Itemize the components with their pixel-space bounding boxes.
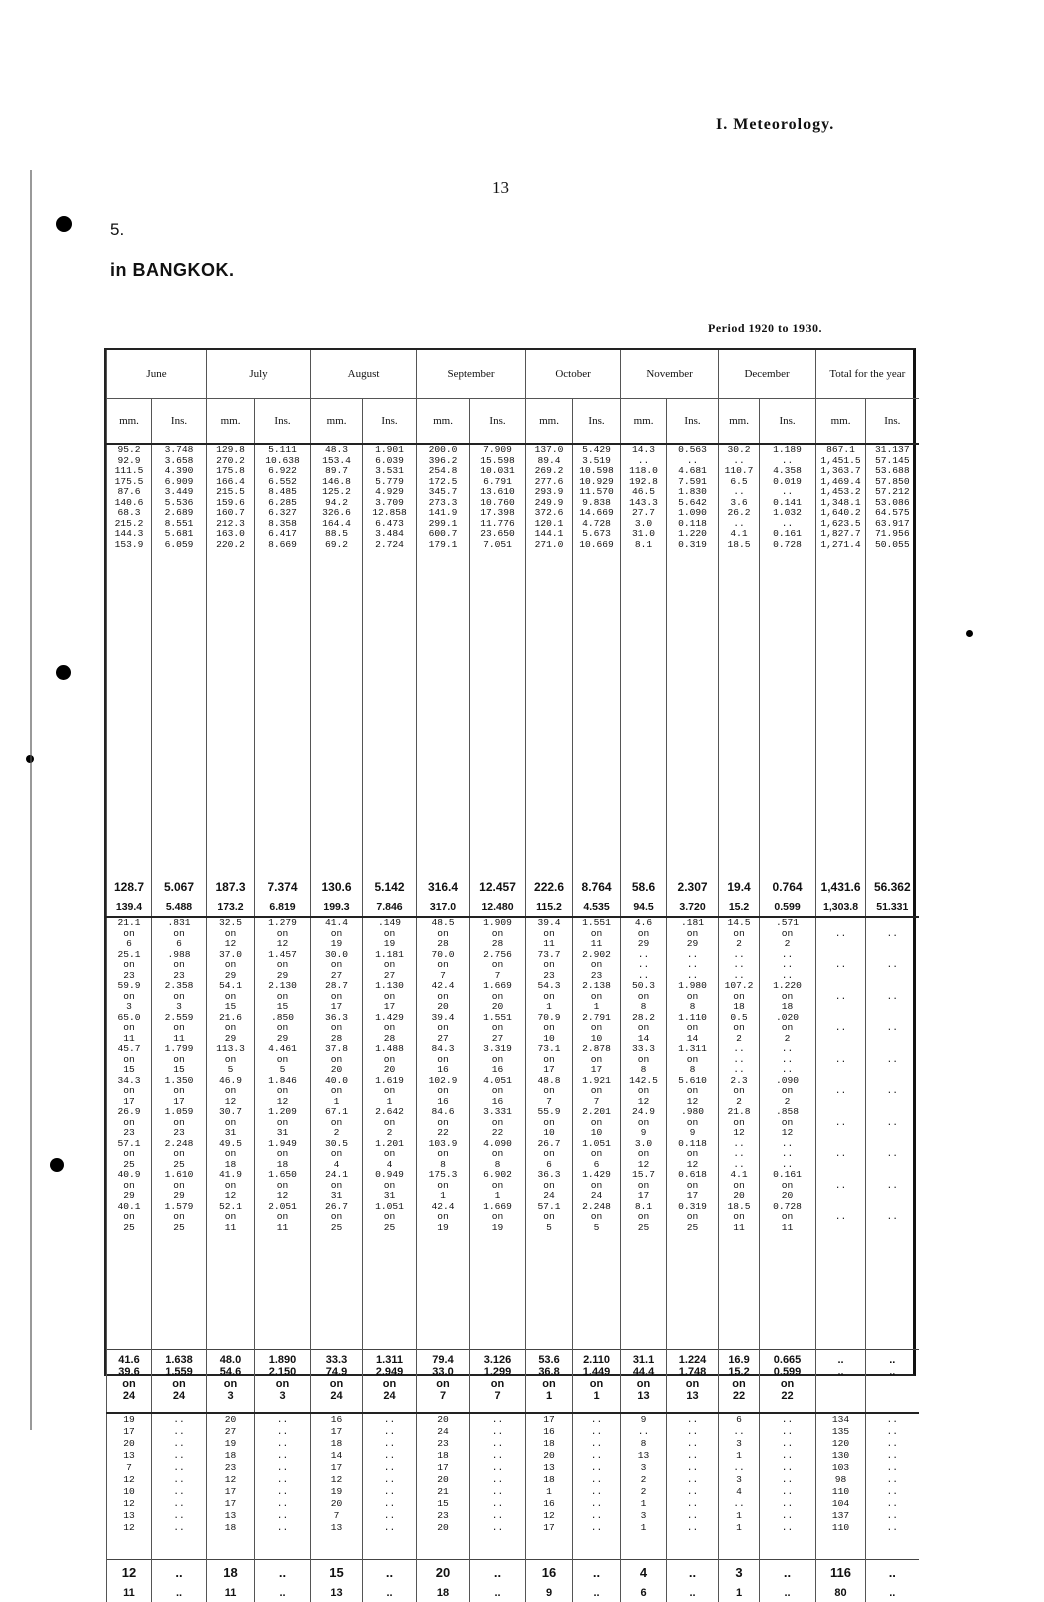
table-cell: 5.142 — [363, 876, 417, 898]
month-header: Total for the year — [816, 350, 919, 399]
table-cell: .. .. .. .. .. .. .. .. .. .. — [152, 1413, 207, 1560]
table-cell: 1.890 2.150 on 3 — [255, 1350, 311, 1414]
table-cell: 5.067 — [152, 876, 207, 898]
place-heading-text: in BANGKOK. — [110, 260, 235, 280]
table-cell: 0.599 — [760, 898, 816, 917]
table-cell: 316.4 — [417, 876, 470, 898]
table-cell: 19.4 — [719, 876, 760, 898]
table-cell: 11 — [207, 1584, 255, 1602]
table-cell: 48.3 153.4 89.7 146.8 125.2 94.2 326.6 164.4 88.5 69.2 — [311, 444, 363, 876]
table-cell: 2.307 — [667, 876, 719, 898]
ink-blot — [50, 1158, 64, 1172]
table-cell: 39.4 on 11 73.7 on 23 54.3 on 1 70.9 on 10 73.1 on 17 48.8 on 7 55.9 on 10 26.7 on 6 36.3 on 24 57.1 on 5 — [526, 917, 573, 1350]
table-cell: 31.1 44.4 on 13 — [621, 1350, 667, 1414]
table-cell: 41.4 on 19 30.0 on 27 28.7 on 17 36.3 on 28 37.8 on 20 40.0 on 1 67.1 on 2 30.5 on 4 24.1 on 31 26.7 on 25 — [311, 917, 363, 1350]
table-cell: 1.279 on 12 1.457 on 29 2.130 on 15 .850 on 29 4.461 on 5 1.846 on 12 1.209 on 31 1.949 on 18 1.650 on 12 2.051 on 11 — [255, 917, 311, 1350]
table-cell: .571 on 2 .. .. .. 1.220 on 18 .020 on 2 .. .. .. .090 on 2 .858 on 12 .. .. .. 0.161 on 20 0.728 on 11 — [760, 917, 816, 1350]
table-cell: 867.1 1,451.5 1,363.7 1,469.4 1,453.2 1,348.1 1,640.2 1,623.5 1,827.7 1,271.4 — [816, 444, 866, 876]
table-cell: 16 17 18 14 17 12 19 20 7 13 — [311, 1413, 363, 1560]
table-cell: 3.748 3.658 4.390 6.909 3.449 5.536 2.689 8.551 5.681 6.059 — [152, 444, 207, 876]
unit-header: Ins. — [470, 399, 526, 445]
table-cell: .. — [152, 1560, 207, 1585]
unit-header: mm. — [107, 399, 152, 445]
page-number: 13 — [492, 178, 509, 197]
table-cell: 20 24 23 18 17 20 21 15 23 20 — [417, 1413, 470, 1560]
table-cell: 30.2 .. 110.7 6.5 .. 3.6 26.2 .. 4.1 18.5 — [719, 444, 760, 876]
table-cell: 80 — [816, 1584, 866, 1602]
table-cell: 17 16 18 20 13 18 1 16 12 17 — [526, 1413, 573, 1560]
table-cell: .. — [866, 1560, 919, 1585]
month-header-row — [107, 350, 919, 399]
unit-header: mm. — [207, 399, 255, 445]
rainfall-table — [106, 350, 919, 1602]
table-cell: .149 on 19 1.181 on 27 1.130 on 17 1.429 on 28 1.488 on 20 1.619 on 1 2.642 on 2 1.201 on 4 0.949 on 31 1.051 on 25 — [363, 917, 417, 1350]
table-cell: 6 .. 3 1 .. 3 4 .. 1 1 — [719, 1413, 760, 1560]
table-cell: 187.3 — [207, 876, 255, 898]
unit-header: Ins. — [760, 399, 816, 445]
table-cell: 1.901 6.039 3.531 5.779 4.929 3.709 12.858 6.473 3.484 2.724 — [363, 444, 417, 876]
table-cell: 1.551 on 11 2.902 on 23 2.138 on 1 2.791 on 10 2.878 on 17 1.921 on 7 2.201 on 10 1.051 on 6 1.429 on 24 2.248 on 5 — [573, 917, 621, 1350]
table-cell: 9 — [526, 1584, 573, 1602]
table-cell: 173.2 — [207, 898, 255, 917]
table-cell: 129.8 270.2 175.8 166.4 215.5 159.6 160.7 212.3 163.0 220.2 — [207, 444, 255, 876]
table-cell: 13 — [311, 1584, 363, 1602]
table-cell: 199.3 — [311, 898, 363, 917]
unit-header: Ins. — [255, 399, 311, 445]
table-cell: 20 27 19 18 23 12 17 17 13 18 — [207, 1413, 255, 1560]
table-cell: 48.5 on 28 70.0 on 7 42.4 on 20 39.4 on 27 84.3 on 16 102.9 on 16 84.6 on 22 103.9 on 8 175.3 on 1 42.4 on 19 — [417, 917, 470, 1350]
table-cell: 139.4 — [107, 898, 152, 917]
month-header: December — [719, 350, 816, 399]
table-cell: 3.720 — [667, 898, 719, 917]
unit-header: mm. — [816, 399, 866, 445]
rain-days-block — [107, 1413, 919, 1560]
month-header: June — [107, 350, 207, 399]
yearly-rows-block — [107, 444, 919, 876]
table-cell: 134 135 120 130 103 98 110 104 137 110 — [816, 1413, 866, 1560]
table-cell: 3 — [719, 1560, 760, 1585]
place-heading — [110, 260, 235, 281]
table-cell: 95.2 92.9 111.5 175.5 87.6 140.6 68.3 215.2 144.3 153.9 — [107, 444, 152, 876]
table-cell: 222.6 — [526, 876, 573, 898]
table-cell: .. .. .. .. .. .. .. .. .. .. — [866, 1413, 919, 1560]
table-cell: .. — [573, 1560, 621, 1585]
table-cell: 0.563 .. 4.681 7.591 1.830 5.642 1.090 0.118 1.220 0.319 — [667, 444, 719, 876]
table-cell: 137.0 89.4 269.2 277.6 293.9 249.9 372.6 120.1 144.1 271.0 — [526, 444, 573, 876]
table-cell: 14.3 .. 118.0 192.8 46.5 143.3 27.7 3.0 31.0 8.1 — [621, 444, 667, 876]
ink-blot — [966, 630, 973, 637]
table-cell: .. .. .. .. .. .. .. .. .. .. — [760, 1413, 816, 1560]
table-cell: 8.764 — [573, 876, 621, 898]
table-cell: .. .. .. .. .. .. .. .. .. .. — [816, 917, 866, 1350]
mean-row-secondary — [107, 898, 919, 917]
table-cell: 0.764 — [760, 876, 816, 898]
table-cell: 3.126 1.299 on 7 — [470, 1350, 526, 1414]
mean-row — [107, 876, 919, 898]
table-cell: 41.6 39.6 on 24 — [107, 1350, 152, 1414]
table-cell: .. — [152, 1584, 207, 1602]
unit-header: Ins. — [866, 399, 919, 445]
table-cell: .. .. .. .. .. .. .. .. .. .. — [363, 1413, 417, 1560]
ink-blot — [56, 216, 72, 232]
table-cell: 200.0 396.2 254.8 172.5 345.7 273.3 141.9 299.1 600.7 179.1 — [417, 444, 470, 876]
table-cell: .. — [470, 1584, 526, 1602]
table-cell: 12.480 — [470, 898, 526, 917]
table-cell: .. .. .. .. .. .. .. .. .. .. — [573, 1413, 621, 1560]
max-day-block — [107, 917, 919, 1350]
table-cell: 12 — [107, 1560, 152, 1585]
table-cell: .. .. .. .. .. .. .. .. .. .. — [470, 1413, 526, 1560]
table-cell: .. — [760, 1584, 816, 1602]
rainfall-table-frame — [104, 348, 916, 1599]
footer-row — [107, 1560, 919, 1585]
unit-header-row — [107, 399, 919, 445]
month-header: August — [311, 350, 417, 399]
table-cell: .. .. — [816, 1350, 866, 1414]
table-cell: 18 — [417, 1584, 470, 1602]
table-cell: 20 — [417, 1560, 470, 1585]
table-cell: 12.457 — [470, 876, 526, 898]
table-cell: .. — [470, 1560, 526, 1585]
table-cell: 11 — [107, 1584, 152, 1602]
unit-header: Ins. — [573, 399, 621, 445]
table-cell: 19 17 20 13 7 12 10 12 13 12 — [107, 1413, 152, 1560]
table-cell: .. .. .. .. .. .. .. .. .. .. — [667, 1413, 719, 1560]
table-cell: 94.5 — [621, 898, 667, 917]
table-cell: 53.6 36.8 on 1 — [526, 1350, 573, 1414]
table-cell: 1.638 1.559 on 24 — [152, 1350, 207, 1414]
ink-blot — [56, 665, 71, 680]
table-cell: 6.819 — [255, 898, 311, 917]
table-cell: 1.311 2.949 on 24 — [363, 1350, 417, 1414]
table-cell: .. — [573, 1584, 621, 1602]
table-cell: .831 on 6 .988 on 23 2.358 on 3 2.559 on 11 1.799 on 15 1.350 on 17 1.059 on 23 2.248 on 25 1.610 on 29 1.579 on 25 — [152, 917, 207, 1350]
month-header: October — [526, 350, 621, 399]
table-cell: .. — [667, 1584, 719, 1602]
table-cell: .. — [255, 1584, 311, 1602]
table-cell: 18 — [207, 1560, 255, 1585]
table-cell: 33.3 74.9 on 24 — [311, 1350, 363, 1414]
table-cell: .. .. — [866, 1350, 919, 1414]
month-header: November — [621, 350, 719, 399]
table-cell: .. — [363, 1560, 417, 1585]
table-cell: 15 — [311, 1560, 363, 1585]
table-cell: 130.6 — [311, 876, 363, 898]
table-cell: 1.224 1.748 on 13 — [667, 1350, 719, 1414]
month-header: July — [207, 350, 311, 399]
unit-header: Ins. — [152, 399, 207, 445]
table-cell: 56.362 — [866, 876, 919, 898]
unit-header: mm. — [621, 399, 667, 445]
margin-line — [30, 170, 32, 1430]
table-cell: 6 — [621, 1584, 667, 1602]
table-cell: 1,431.6 — [816, 876, 866, 898]
table-cell: 0.665 0.599 on 22 — [760, 1350, 816, 1414]
table-cell: 15.2 — [719, 898, 760, 917]
table-cell: .. — [667, 1560, 719, 1585]
table-cell: 4.535 — [573, 898, 621, 917]
table-cell: .. — [760, 1560, 816, 1585]
unit-header: Ins. — [363, 399, 417, 445]
table-cell: 58.6 — [621, 876, 667, 898]
section-title: I. Meteorology. — [716, 116, 835, 133]
table-cell: .. .. .. .. .. .. .. .. .. .. — [255, 1413, 311, 1560]
table-cell: .181 on 29 .. .. .. 1.980 on 8 1.110 on 14 1.311 on 8 5.610 on 12 .980 on 9 0.118 on 12 0.618 on 17 0.319 on 25 — [667, 917, 719, 1350]
table-cell: 5.111 10.638 6.922 6.552 8.485 6.285 6.327 8.358 6.417 8.669 — [255, 444, 311, 876]
table-cell: 7.374 — [255, 876, 311, 898]
table-cell: 115.2 — [526, 898, 573, 917]
table-cell: 1.909 on 28 2.756 on 7 1.669 on 20 1.551 on 27 3.319 on 16 4.051 on 16 3.331 on 22 4.090 on 8 6.902 on 1 1.669 on 19 — [470, 917, 526, 1350]
table-cell: 16 — [526, 1560, 573, 1585]
table-cell: 317.0 — [417, 898, 470, 917]
table-cell: 128.7 — [107, 876, 152, 898]
unit-header: mm. — [526, 399, 573, 445]
footer-row-secondary — [107, 1584, 919, 1602]
month-header: September — [417, 350, 526, 399]
summary-row — [107, 1350, 919, 1414]
table-cell: 2.110 1.449 on 1 — [573, 1350, 621, 1414]
table-cell: 4 — [621, 1560, 667, 1585]
section-number: 5. — [110, 220, 125, 239]
table-cell: 5.488 — [152, 898, 207, 917]
table-cell: 9 .. 8 13 3 2 2 1 3 1 — [621, 1413, 667, 1560]
table-cell: 48.0 54.6 on 3 — [207, 1350, 255, 1414]
table-cell: 79.4 33.0 on 7 — [417, 1350, 470, 1414]
table-cell: .. .. .. .. .. .. .. .. .. .. — [866, 917, 919, 1350]
table-cell: .. — [866, 1584, 919, 1602]
table-cell: 4.6 on 29 .. .. .. 50.3 on 8 28.2 on 14 33.3 on 8 142.5 on 12 24.9 on 9 3.0 on 12 15.7 on 17 8.1 on 25 — [621, 917, 667, 1350]
table-cell: 7.846 — [363, 898, 417, 917]
table-cell: 1,303.8 — [816, 898, 866, 917]
table-cell: .. — [255, 1560, 311, 1585]
table-cell: 21.1 on 6 25.1 on 23 59.9 on 3 65.0 on 11 45.7 on 15 34.3 on 17 26.9 on 23 57.1 on 25 40.9 on 29 40.1 on 25 — [107, 917, 152, 1350]
table-cell: 7.909 15.598 10.031 6.791 13.610 10.760 17.398 11.776 23.650 7.051 — [470, 444, 526, 876]
table-cell: 32.5 on 12 37.0 on 29 54.1 on 15 21.6 on 29 113.3 on 5 46.9 on 12 30.7 on 31 49.5 on 18 41.9 on 12 52.1 on 11 — [207, 917, 255, 1350]
unit-header: mm. — [417, 399, 470, 445]
table-cell: 1.189 .. 4.358 0.019 .. 0.141 1.032 .. 0.161 0.728 — [760, 444, 816, 876]
table-cell: 116 — [816, 1560, 866, 1585]
unit-header: mm. — [719, 399, 760, 445]
period-label: Period 1920 to 1930. — [708, 321, 822, 335]
table-cell: .. — [363, 1584, 417, 1602]
table-cell: 1 — [719, 1584, 760, 1602]
unit-header: Ins. — [667, 399, 719, 445]
table-cell: 16.9 15.2 on 22 — [719, 1350, 760, 1414]
table-cell: 31.137 57.145 53.688 57.850 57.212 53.086 64.575 63.917 71.956 50.055 — [866, 444, 919, 876]
table-cell: 5.429 3.519 10.598 10.929 11.570 9.838 14.669 4.728 5.673 10.669 — [573, 444, 621, 876]
table-cell: 14.5 on 2 .. .. .. 107.2 on 18 0.5 on 2 .. .. .. 2.3 on 2 21.8 on 12 .. .. .. 4.1 on 20 18.5 on 11 — [719, 917, 760, 1350]
table-cell: 51.331 — [866, 898, 919, 917]
unit-header: mm. — [311, 399, 363, 445]
